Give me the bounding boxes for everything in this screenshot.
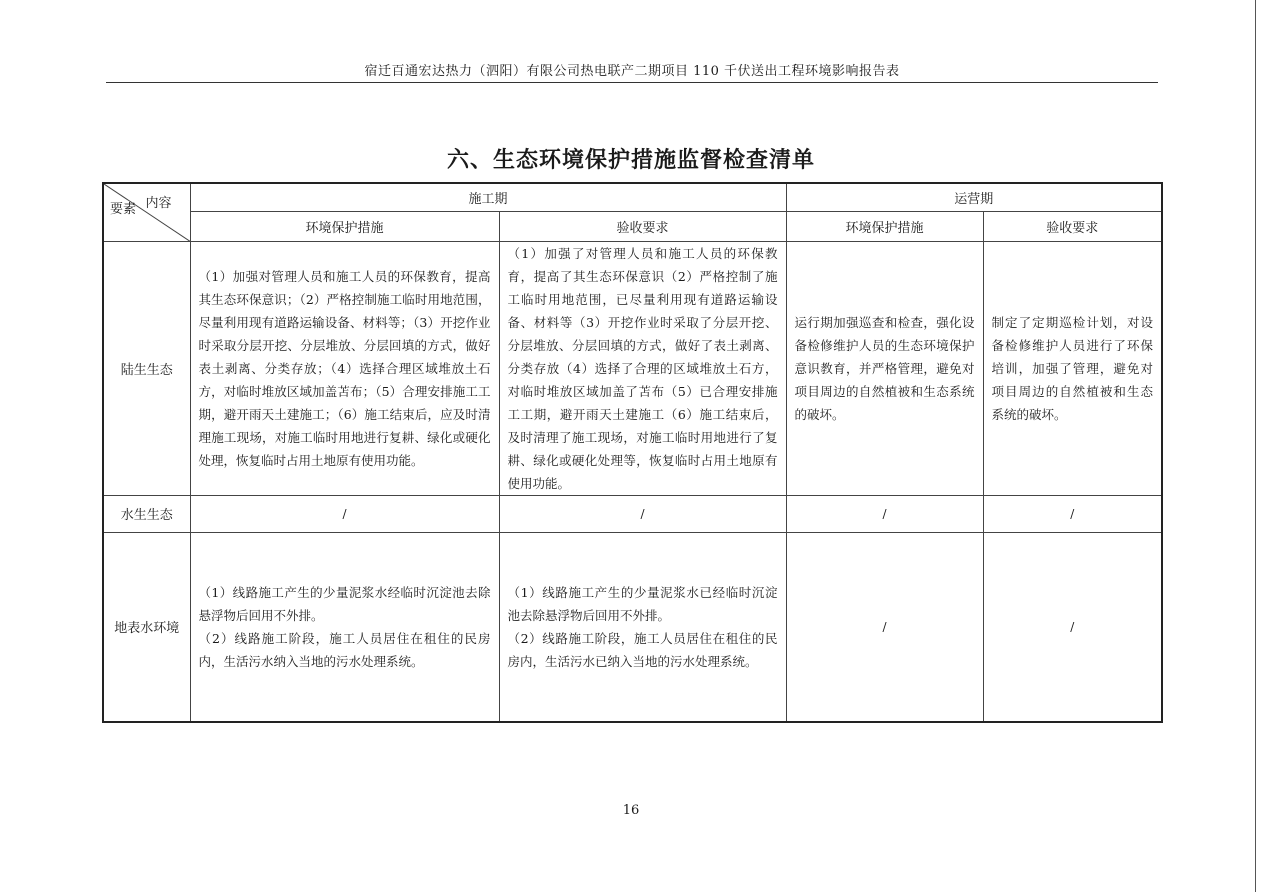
header-operation-acceptance: 验收要求 [983,211,1162,241]
cell-operation-measures: / [786,532,983,722]
header-rule [106,82,1158,83]
acceptance-item: （1）线路施工产生的少量泥浆水已经临时沉淀池去除悬浮物后回用不外排。 [507,584,778,623]
cell-operation-acceptance: / [983,532,1162,722]
cell-construction-acceptance: （1）加强了对管理人员和施工人员的环保教育，提高了其生态环保意识（2）严格控制了施工临时用地范围，已尽量利用现有道路运输设备、材料等（3）开挖作业时采取了分层开挖、分层堆放、分层回填的方式，做好了表土剥离、分类存放（4）选择了合理的区域堆放土石方，对临时堆放区域加盖了苫布（5）已合理安排施工工期，避开雨天土建施工（6）施工结束后，及时清理了施工现场，对施工临时用地进行了复耕、绿化或硬化处理等，恢复临时占用土地原有使用功能。 [499,241,786,495]
measure-item: （1）线路施工产生的少量泥浆水经临时沉淀池去除悬浮物后回用不外排。 [198,584,491,623]
document-header: 宿迁百通宏达热力（泗阳）有限公司热电联产二期项目 110 千伏送出工程环境影响报告表 [364,64,900,79]
table-row-terrestrial-ecology [103,241,1162,495]
section-title: 六、生态环境保护措施监督检查清单 [446,148,815,173]
page-number: 16 [622,803,640,818]
header-operation-phase: 运营期 [786,183,1162,211]
header-construction-acceptance: 验收要求 [499,211,786,241]
cell-construction-measures: （1）加强对管理人员和施工人员的环保教育，提高其生态环保意识；（2）严格控制施工临时用地范围，尽量利用现有道路运输设备、材料等；（3）开挖作业时采取分层开挖、分层堆放、分层回填的方式，做好表土剥离、分类存放；（4）选择合理区域堆放土石方，对临时堆放区域加盖苫布；（5）合理安排施工工期，避开雨天土建施工；（6）施工结束后，应及时清理施工现场，对施工临时用地进行复耕、绿化或硬化处理，恢复临时占用土地原有使用功能。 [190,241,499,495]
table-row-surface-water [103,532,1162,722]
cell-construction-acceptance: / [499,495,786,532]
row-label-terrestrial-ecology: 陆生生态 [103,241,190,495]
row-label-aquatic-ecology: 水生生态 [103,495,190,532]
cell-operation-measures: / [786,495,983,532]
row-label-surface-water: 地表水环境 [103,532,190,722]
header-construction-phase: 施工期 [190,183,786,211]
measure-item: （2）线路施工阶段，施工人员居住在租住的民房内，生活污水纳入当地的污水处理系统。 [198,630,491,669]
acceptance-item: （2）线路施工阶段，施工人员居住在租住的民房内，生活污水已纳入当地的污水处理系统。 [507,630,778,669]
header-construction-measures: 环境保护措施 [190,211,499,241]
page-edge-line [1255,0,1256,892]
cell-construction-measures: / [190,495,499,532]
corner-header-cell [103,183,190,241]
table-row-aquatic-ecology [103,495,1162,532]
corner-label-factor: 要素 [110,201,137,217]
cell-operation-acceptance: / [983,495,1162,532]
cell-construction-measures [190,532,499,722]
cell-operation-acceptance: 制定了定期巡检计划，对设备检修维护人员进行了环保培训，加强了管理，避免对项目周边的自然植被和生态系统的破坏。 [983,241,1162,495]
cell-construction-acceptance [499,532,786,722]
table-header-row-phase [103,183,1162,211]
table-header-row-columns [103,211,1162,241]
header-operation-measures: 环境保护措施 [786,211,983,241]
supervision-checklist-table [102,182,1163,723]
cell-operation-measures: 运行期加强巡查和检查，强化设备检修维护人员的生态环境保护意识教育，并严格管理，避免对项目周边的自然植被和生态系统的破坏。 [786,241,983,495]
corner-label-content: 内容 [145,196,172,211]
